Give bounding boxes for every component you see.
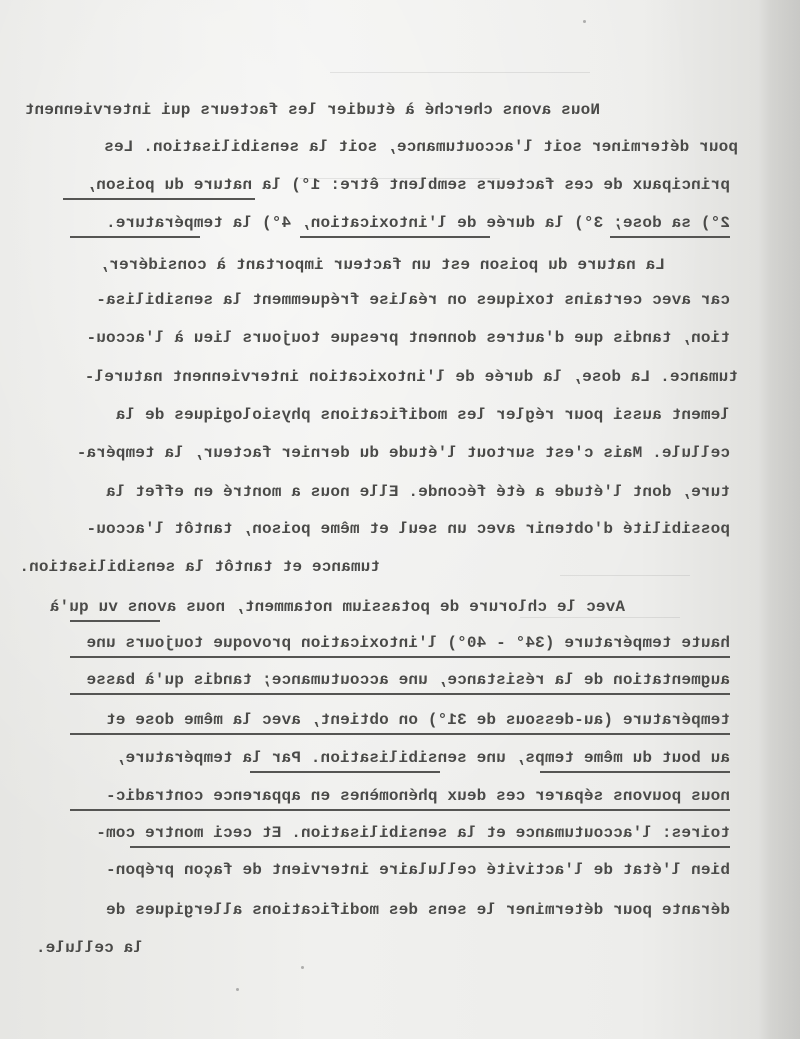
text-line: au bout du même temps, une sensibilisation. Par la température, (115, 749, 730, 767)
text-line: la cellule. (35, 939, 143, 957)
text-line: bien l'état de l'activité cellulaire intervient de façon prépon- (105, 861, 730, 879)
underline (70, 236, 200, 238)
underline (300, 236, 490, 238)
underline (70, 809, 730, 811)
text-line: dérante pour déterminer le sens des modifications allergiques de (105, 901, 730, 919)
text-line: principaux de ces facteurs semblent être: 1°) la nature du poison, (86, 176, 730, 194)
text-line: augmentation de la résistance, une accoutumance; tandis qu'à basse (86, 671, 730, 689)
text-line: tumance et tantôt la sensibilisation. (19, 558, 380, 576)
text-line: La nature du poison est un facteur important à considérer, (99, 256, 665, 274)
underline (250, 771, 440, 773)
underline (63, 198, 255, 200)
underline (70, 656, 730, 658)
text-line: 2°) sa dose; 3°) la durée de l'intoxication, 4°) la température. (105, 214, 730, 232)
underline (540, 771, 730, 773)
text-line: haute température (34° - 40°) l'intoxication provoque toujours une (86, 634, 730, 652)
underline (130, 846, 730, 848)
underline (70, 620, 160, 622)
text-line: pour déterminer soit l'accoutumance, soit la sensibilisation. Les (104, 138, 738, 156)
text-line: possibilité d'obtenir avec un seul et même poison, tantôt l'accou- (86, 520, 730, 538)
underline (70, 733, 730, 735)
text-line: cellule. Mais c'est surtout l'étude du dernier facteur, la tempéra- (76, 444, 730, 462)
text-line: Avec le chlorure de potassium notamment, nous avons vu qu'à (49, 598, 625, 616)
underline (610, 236, 730, 238)
text-line: tumance. La dose, la durée de l'intoxication interviennent naturel- (84, 368, 738, 386)
text-line: toires: l'accoutumance et la sensibilisation. Et ceci montre com- (96, 824, 730, 842)
text-line: tion, tandis que d'autres donnent presque toujours lieu à l'accou- (86, 329, 730, 347)
underline (70, 693, 730, 695)
text-line: ture, dont l'étude a été féconde. Elle nous a montré en effet la (105, 483, 730, 501)
text-line: Nous avons cherché à étudier les facteurs qui interviennent (24, 101, 600, 119)
text-line: nous pouvons séparer ces deux phénomènes en apparence contradic- (105, 787, 730, 805)
text-line: lement aussi pour régler les modifications physiologiques de la (115, 406, 730, 424)
text-line: car avec certains toxiques on réalise fréquemment la sensibilisa- (96, 291, 730, 309)
text-line: température (au-dessous de 31°) on obtient, avec la même dose et (105, 711, 730, 729)
